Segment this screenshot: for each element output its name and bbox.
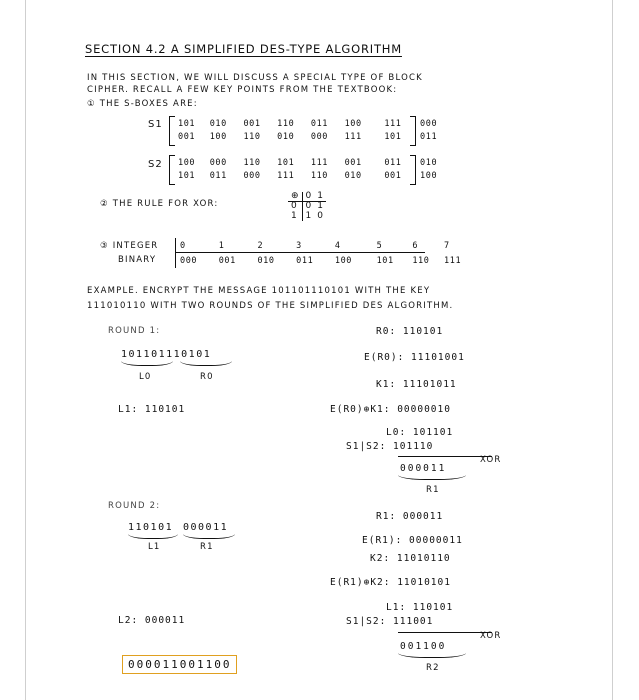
intro-line-1: IN THIS SECTION, WE WILL DISCUSS A SPECIAL TYPE OF BLOCK [87,73,423,83]
round1-ER0: E(R0): 11101001 [364,352,465,363]
s1-right-bracket [410,116,416,146]
integer-table-rule [175,252,425,253]
s1-r1-c3: 001 [243,119,261,129]
round1-xor-tag: XOR [480,455,502,465]
s2-r2-c6: 010 [344,171,362,181]
s2-r1-c5: 111 [310,158,329,168]
s2-r1-c7: 011 [384,158,402,168]
s1-r2-c4: 010 [277,132,295,142]
round1-L1: L1: 110101 [118,404,186,415]
round2-L2: L2: 000011 [118,615,186,626]
s2-r1-c4: 101 [277,158,295,168]
s2-r1-c2: 000 [209,158,227,168]
round1-R0: R0: 110101 [376,326,444,337]
bin-4: 100 [334,256,353,266]
xor-h1: 0 [302,192,314,202]
xor-r0c2: 1 [317,201,324,212]
s1-r1-c5: 011 [310,119,329,129]
round2-L1-part: 110101 [128,522,174,533]
s1-r1-c7: 111 [384,119,402,129]
s2-r2-c1: 101 [178,171,196,181]
s1-r2-c6: 111 [344,132,362,142]
round2-R1-part: 000011 [183,522,229,533]
s2-r1-c3: 110 [243,158,261,168]
s1-left-bracket [169,116,175,146]
xor-r1c2: 0 [317,210,324,221]
s2-label: S2 [148,159,163,170]
round2-L1-label: L1 [148,542,161,552]
s1-r2-c8: 011 [420,132,438,142]
bin-6: 110 [412,256,430,266]
round2-K2: K2: 11010110 [370,553,451,564]
int-0: 0 [180,241,186,251]
int-4: 4 [334,241,341,251]
xor-r0c1: 0 [305,201,312,212]
bin-1: 001 [218,256,236,266]
bin-3: 011 [296,256,314,266]
s2-r2-c8: 100 [420,171,438,181]
s1-row-1 [178,119,446,129]
s1-r2-c7: 101 [384,132,402,142]
integer-label: ③ INTEGER [100,241,159,251]
round2-L1-value: L1: 110101 [386,602,454,613]
s1-r1-c8: 000 [420,119,438,129]
round1-R1-value: 000011 [400,463,447,474]
round1-L0-brace [121,361,173,366]
round1-xor-rule [398,456,492,457]
s1-row-2 [178,132,446,142]
intro-line-2: CIPHER. RECALL A FEW KEY POINTS FROM THE TEXTBOOK: [87,85,398,95]
round2-R1-label: R1 [200,542,214,552]
sboxes-heading: ① THE S-BOXES ARE: [87,99,198,109]
xor-rule-label: ② THE RULE FOR XOR: [100,199,219,209]
s2-r2-c5: 110 [310,171,329,181]
s1-r2-c1: 001 [178,132,196,142]
round2-ER1: E(R1): 00000011 [362,535,463,546]
s2-r1-c8: 010 [420,158,438,168]
round2-L1-brace [128,534,178,539]
page-border-right [612,0,613,700]
round2-xor-tag: XOR [480,631,502,641]
s1-r1-c2: 010 [209,119,227,129]
xor-h0: ⊕ [288,192,302,202]
round1-K1: K1: 11101011 [376,379,457,390]
s1-r1-c1: 101 [178,119,196,129]
int-7: 7 [444,241,450,251]
round1-S-output: S1|S2: 101110 [346,441,434,452]
round2-xor-rule [398,632,492,633]
int-5: 5 [376,241,383,251]
section-title: SECTION 4.2 A SIMPLIFIED DES-TYPE ALGORITHM [85,42,402,56]
s2-r1-c6: 001 [344,158,362,168]
round2-ER1-xor-K2: E(R1)⊕K2: 11010101 [330,577,451,588]
round2-S-output: S1|S2: 111001 [346,616,434,627]
s2-r2-c2: 011 [209,171,227,181]
xor-r0c0: 0 [288,202,302,212]
round1-R1-label: R1 [426,485,440,495]
round2-R2-value: 001100 [400,641,447,652]
s1-r1-c4: 110 [277,119,295,129]
s2-r1-c1: 100 [178,158,196,168]
s1-r2-c2: 100 [209,132,227,142]
int-3: 3 [296,241,302,251]
xor-table [288,192,326,221]
round1-ER0-xor-K1: E(R0)⊕K1: 00000010 [330,404,451,415]
s1-r2-c5: 000 [310,132,329,142]
xor-r1c1: 1 [305,210,312,221]
round2-R1: R1: 000011 [376,511,444,522]
example-line-1: EXAMPLE. ENCRYPT THE MESSAGE 101101110101 WITH THE KEY [87,286,431,296]
binary-label: BINARY [118,255,157,265]
bin-5: 101 [376,256,394,266]
binary-row [180,256,470,266]
round1-R0-label: R0 [200,372,214,382]
s1-r1-c6: 100 [344,119,362,129]
example-line-2: 111010110 WITH TWO ROUNDS OF THE SIMPLIFIED DES ALGORITHM. [87,301,454,311]
bin-0: 000 [180,256,198,266]
int-1: 1 [218,241,225,251]
round2-R2-label: R2 [426,663,440,673]
s2-r2-c3: 000 [243,171,261,181]
round1-heading: ROUND 1: [108,326,161,336]
round1-message: 101101110101 [121,349,212,360]
s2-r2-c7: 001 [384,171,402,181]
s2-left-bracket [169,155,175,185]
s2-right-bracket [410,155,416,185]
integer-row [180,241,470,251]
s1-r2-c3: 110 [243,132,261,142]
s2-row-2 [178,171,446,181]
round2-R1-brace [183,534,235,539]
bin-7: 111 [444,256,462,266]
xor-h2: 1 [314,192,326,202]
int-6: 6 [412,241,419,251]
round2-heading: ROUND 2: [108,501,161,511]
xor-r1c0: 1 [288,212,302,221]
bin-2: 010 [257,256,275,266]
round1-R0-brace [180,361,232,366]
s1-label: S1 [148,119,163,130]
s2-row-1 [178,158,446,168]
round2-R2-brace [398,653,466,658]
round1-L0-value: L0: 101101 [386,427,454,438]
int-2: 2 [257,241,264,251]
page-border-left [25,0,26,700]
final-answer-box: 000011001100 [122,655,237,674]
s2-r2-c4: 111 [277,171,295,181]
round1-R1-brace [398,475,466,480]
round1-L0-label: L0 [139,372,152,382]
